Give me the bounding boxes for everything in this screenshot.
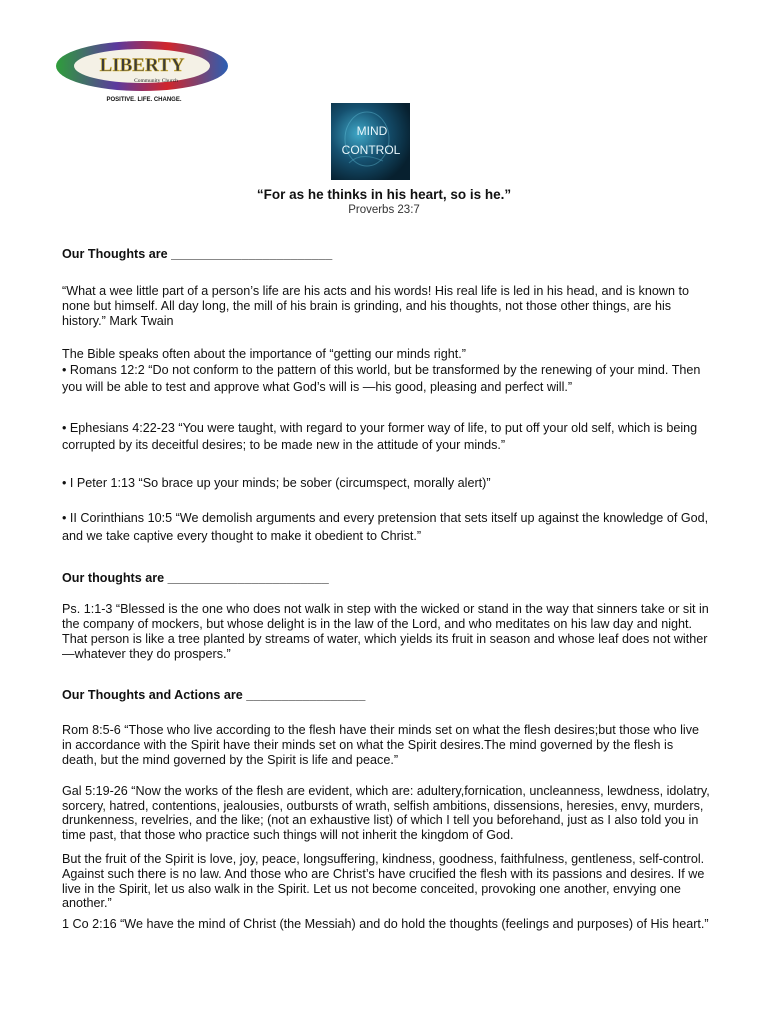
corinthians-verse: • II Corinthians 10:5 “We demolish arguments and every pretension that sets itself up against the knowledge of God, and we take captive every thought to make it obedient to Christ.” [62,511,709,543]
ephesians-verse: • Ephesians 4:22-23 “You were taught, with regard to your former way of life, to put off your old self, which is being corrupted by its deceitful desires; to be made new in the attitude of your minds.” [62,421,698,452]
image-line1: MIND [356,124,388,138]
bible-intro: The Bible speaks often about the importance of “getting our minds right.” [62,347,466,361]
page-title: “For as he thinks in his heart, so is he.” [256,187,512,202]
title-reference: Proverbs 23:7 [348,204,420,216]
logo-tagline: POSITIVE. LIFE. CHANGE. [106,97,182,103]
document-body [62,247,710,932]
psalm-verse: Ps. 1:1-3 “Blessed is the one who does not walk in step with the wicked or stand in the way that sinners take or sit in the company of mockers, but whose delight is in the law of the Lord, and who meditates on his law day and night. That person is like a tree planted by streams of water, which yields its fruit in season and whose leaf does not wither—whatever they do prospers.” [62,602,709,661]
corinthians2-verse: 1 Co 2:16 “We have the mind of Christ (the Messiah) and do hold the thoughts (feelings and purposes) of His heart.” [62,916,709,931]
church-logo [52,38,240,106]
section-heading-2: Our thoughts are _______________________ [62,571,329,585]
section-heading-1: Our Thoughts are _______________________ [62,247,333,261]
section-heading-3: Our Thoughts and Actions are _________________ [62,688,366,702]
logo-subtitle: Community Church [134,78,178,84]
romans8-verse: Rom 8:5-6 “Those who live according to the flesh have their minds set on what the flesh desires;but those who live in accordance with the Spirit have their minds set on what the Spirit desires.The mind governed by the flesh is death, but the mind governed by the Spirit is life and peace.” [62,723,700,767]
twain-quote: “What a wee little part of a person’s life are his acts and his words! His real life is led in his head, and is known to none but himself. All day long, the mill of his brain is grinding, and his thoughts, not those other things, are his history.” Mark Twain [62,284,689,328]
fruit-of-spirit: But the fruit of the Spirit is love, joy, peace, longsuffering, kindness, goodness, faithfulness, gentleness, self-control. Against such there is no law. And those who are Christ’s have crucified the flesh with its passions and desires. If we live in the Spirit, let us also walk in the Spirit. Let us not become conceited, provoking one another, envying one another.” [62,852,705,911]
logo-name: LIBERTY [99,55,185,76]
image-line2: CONTROL [341,143,401,157]
peter-verse: • I Peter 1:13 “So brace up your minds; be sober (circumspect, morally alert)” [62,476,491,490]
mind-control-image [331,103,410,180]
romans-verse: • Romans 12:2 “Do not conform to the pattern of this world, but be transformed by the renewing of your mind. Then you will be able to test and approve what God’s will is —his good, pleasing and perfect will.” [62,363,701,394]
galatians-verse: Gal 5:19-26 “Now the works of the flesh are evident, which are: adultery,fornication, uncleanness, lewdness, idolatry, sorcery, hatred, contentions, jealousies, outbursts of wrath, selfish ambitions, dissensions, heresies, envy, murders, drunkenness, revelries, and the like; (not an exhaustive list) of which I tell you beforehand, just as I also told you in time past, that those who practice such things will not inherit the kingdom of God. [62,784,710,842]
